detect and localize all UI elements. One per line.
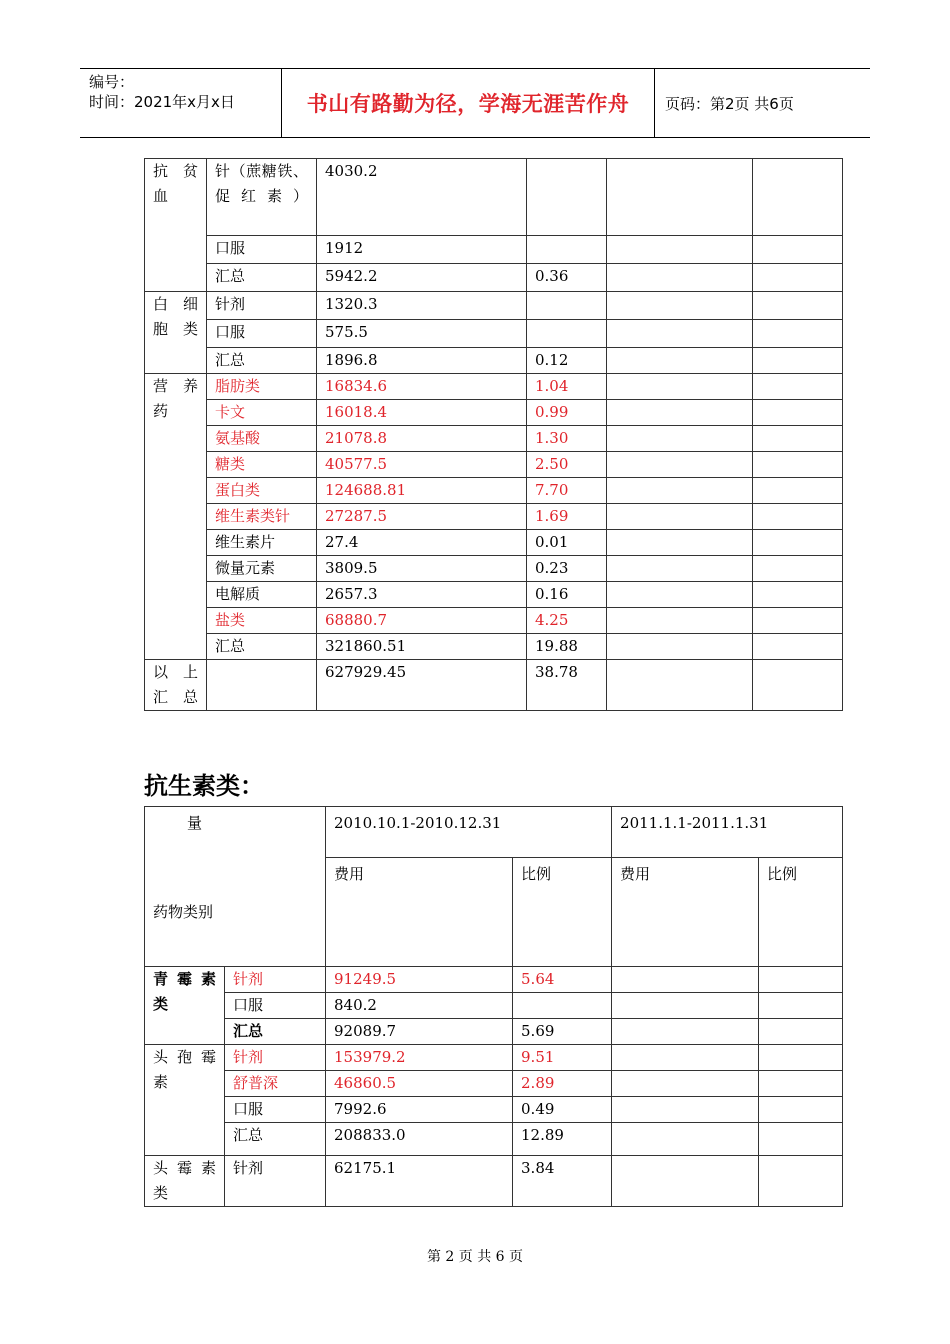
table-row <box>145 1123 843 1156</box>
ratio-cell: 5.69 <box>513 1019 612 1045</box>
cost-cell: 1320.3 <box>317 292 527 320</box>
cost-cell: 153979.2 <box>326 1045 513 1071</box>
empty-cell <box>753 236 843 264</box>
empty-cell <box>753 159 843 236</box>
table-row <box>145 292 843 320</box>
empty-cell <box>607 582 753 608</box>
ratio-cell: 0.01 <box>527 530 607 556</box>
subcategory-cell: 糖类 <box>207 452 317 478</box>
table-row <box>145 478 843 504</box>
header-number: 编号： <box>89 73 135 91</box>
empty-cell <box>753 452 843 478</box>
total-row <box>145 660 843 711</box>
section-title: 抗生素类： <box>144 772 264 800</box>
empty-cell <box>759 993 843 1019</box>
empty-cell <box>607 530 753 556</box>
table-row <box>145 504 843 530</box>
ratio-cell: 7.70 <box>527 478 607 504</box>
empty-cell <box>607 320 753 348</box>
group-name-cell: 营 养 药 <box>145 374 207 660</box>
cost-cell: 91249.5 <box>326 967 513 993</box>
table-row <box>145 452 843 478</box>
table-row <box>145 530 843 556</box>
cost-cell: 321860.51 <box>317 634 527 660</box>
cost-cell: 124688.81 <box>317 478 527 504</box>
cost-cell: 62175.1 <box>326 1156 513 1207</box>
cost-cell: 208833.0 <box>326 1123 513 1156</box>
empty-cell <box>612 1019 759 1045</box>
ratio-cell <box>527 159 607 236</box>
empty-cell <box>607 452 753 478</box>
subcategory-cell: 针剂 <box>225 1045 326 1071</box>
period2-header: 2011.1.1-2011.1.31 <box>612 807 843 858</box>
empty-cell <box>759 967 843 993</box>
empty-cell <box>753 348 843 374</box>
empty-cell <box>612 1045 759 1071</box>
empty-cell <box>753 478 843 504</box>
ratio-cell: 2.89 <box>513 1071 612 1097</box>
table-row <box>145 1071 843 1097</box>
empty-cell <box>753 292 843 320</box>
ratio-cell: 0.99 <box>527 400 607 426</box>
cost-cell: 46860.5 <box>326 1071 513 1097</box>
table-row <box>145 1156 843 1207</box>
ratio-cell: 0.36 <box>527 264 607 292</box>
header-time: 时间：2021年x月x日 <box>89 93 235 111</box>
table-row <box>145 582 843 608</box>
subcategory-cell: 汇总 <box>225 1019 326 1045</box>
table-row <box>145 608 843 634</box>
cost-cell: 2657.3 <box>317 582 527 608</box>
subcategory-cell: 汇总 <box>225 1123 326 1156</box>
empty-cell <box>607 236 753 264</box>
table-row <box>145 556 843 582</box>
empty-cell <box>753 320 843 348</box>
group-name-cell: 白 细 胞类 <box>145 292 207 374</box>
table-row <box>145 967 843 993</box>
ratio-cell <box>527 320 607 348</box>
subcategory-cell: 维生素片 <box>207 530 317 556</box>
subcategory-cell: 针剂 <box>225 967 326 993</box>
table-row <box>145 348 843 374</box>
ratio-cell: 4.25 <box>527 608 607 634</box>
subcategory-cell: 汇总 <box>207 264 317 292</box>
ratio-cell: 0.12 <box>527 348 607 374</box>
cost-cell: 16834.6 <box>317 374 527 400</box>
table-row <box>145 634 843 660</box>
cost-cell: 4030.2 <box>317 159 527 236</box>
subcategory-cell: 口服 <box>225 1097 326 1123</box>
corner-top-label: 量 <box>187 814 203 832</box>
table-row <box>145 400 843 426</box>
subcategory-cell: 口服 <box>207 236 317 264</box>
cost-cell: 1896.8 <box>317 348 527 374</box>
empty-cell <box>607 634 753 660</box>
cost-cell: 575.5 <box>317 320 527 348</box>
corner-bottom-label: 药物类别 <box>153 903 214 921</box>
subcategory-cell: 口服 <box>225 993 326 1019</box>
cost-cell: 27.4 <box>317 530 527 556</box>
table-row <box>145 1019 843 1045</box>
empty-cell <box>207 660 317 711</box>
subcategory-cell: 汇总 <box>207 634 317 660</box>
empty-cell <box>612 993 759 1019</box>
ratio-cell: 0.16 <box>527 582 607 608</box>
ratio-cell: 9.51 <box>513 1045 612 1071</box>
empty-cell <box>607 159 753 236</box>
empty-cell <box>753 374 843 400</box>
cost-cell: 68880.7 <box>317 608 527 634</box>
header-meta <box>80 69 282 137</box>
empty-cell <box>607 264 753 292</box>
corner-cell <box>145 807 326 967</box>
empty-cell <box>607 374 753 400</box>
group-name-cell: 头 霉 素类 <box>145 1156 225 1207</box>
cost-cell: 40577.5 <box>317 452 527 478</box>
fee-header: 费用 <box>612 858 759 967</box>
empty-cell <box>753 660 843 711</box>
subcategory-cell: 微量元素 <box>207 556 317 582</box>
table-row <box>145 320 843 348</box>
cost-cell: 21078.8 <box>317 426 527 452</box>
empty-cell <box>753 504 843 530</box>
empty-cell <box>759 1097 843 1123</box>
subcategory-cell: 氨基酸 <box>207 426 317 452</box>
total-ratio-cell: 38.78 <box>527 660 607 711</box>
cost-cell: 5942.2 <box>317 264 527 292</box>
empty-cell <box>607 348 753 374</box>
table-row <box>145 236 843 264</box>
empty-cell <box>607 400 753 426</box>
empty-cell <box>753 264 843 292</box>
empty-cell <box>612 1156 759 1207</box>
subcategory-cell: 电解质 <box>207 582 317 608</box>
subcategory-cell: 脂肪类 <box>207 374 317 400</box>
group-name-cell: 抗 贫 血 <box>145 159 207 292</box>
ratio-cell: 1.04 <box>527 374 607 400</box>
ratio-cell: 2.50 <box>527 452 607 478</box>
empty-cell <box>759 1071 843 1097</box>
table-row <box>145 374 843 400</box>
table-row <box>145 264 843 292</box>
empty-cell <box>753 530 843 556</box>
empty-cell <box>612 967 759 993</box>
subcategory-cell: 舒普深 <box>225 1071 326 1097</box>
subcategory-cell: 盐类 <box>207 608 317 634</box>
empty-cell <box>607 426 753 452</box>
ratio-cell: 5.64 <box>513 967 612 993</box>
subcategory-cell: 维生素类针 <box>207 504 317 530</box>
ratio-cell <box>527 236 607 264</box>
empty-cell <box>753 582 843 608</box>
ratio-cell: 12.89 <box>513 1123 612 1156</box>
ratio-cell: 0.23 <box>527 556 607 582</box>
cost-cell: 3809.5 <box>317 556 527 582</box>
subcategory-cell: 针剂 <box>225 1156 326 1207</box>
empty-cell <box>612 1097 759 1123</box>
empty-cell <box>759 1123 843 1156</box>
header-motto: 书山有路勤为径，学海无涯苦作舟 <box>282 69 655 137</box>
subcategory-cell: 蛋白类 <box>207 478 317 504</box>
ratio-cell: 3.84 <box>513 1156 612 1207</box>
empty-cell <box>753 400 843 426</box>
period1-header: 2010.10.1-2010.12.31 <box>326 807 612 858</box>
empty-cell <box>612 1123 759 1156</box>
ratio-cell <box>513 993 612 1019</box>
total-cost-cell: 627929.45 <box>317 660 527 711</box>
empty-cell <box>607 660 753 711</box>
empty-cell <box>753 634 843 660</box>
ratio-cell: 0.49 <box>513 1097 612 1123</box>
subcategory-cell: 口服 <box>207 320 317 348</box>
page-header <box>80 68 870 138</box>
empty-cell <box>759 1156 843 1207</box>
table-row <box>145 426 843 452</box>
cost-cell: 92089.7 <box>326 1019 513 1045</box>
group-name-cell: 青 霉 素类 <box>145 967 225 1045</box>
nutrition-drug-table <box>144 158 843 711</box>
table-row <box>145 993 843 1019</box>
antibiotic-table <box>144 806 843 1207</box>
subcategory-cell: 汇总 <box>207 348 317 374</box>
ratio-cell <box>527 292 607 320</box>
subcategory-cell: 卡文 <box>207 400 317 426</box>
empty-cell <box>759 1019 843 1045</box>
subcategory-cell: 针（蔗糖铁、促红素） <box>207 159 317 236</box>
empty-cell <box>607 504 753 530</box>
empty-cell <box>607 292 753 320</box>
empty-cell <box>753 608 843 634</box>
ratio-cell: 1.69 <box>527 504 607 530</box>
table-row <box>145 159 843 236</box>
empty-cell <box>612 1071 759 1097</box>
subcategory-cell: 针剂 <box>207 292 317 320</box>
cost-cell: 16018.4 <box>317 400 527 426</box>
empty-cell <box>759 1045 843 1071</box>
ratio-cell: 1.30 <box>527 426 607 452</box>
cost-cell: 1912 <box>317 236 527 264</box>
ratio-cell: 19.88 <box>527 634 607 660</box>
ratio-header: 比例 <box>513 858 612 967</box>
empty-cell <box>753 556 843 582</box>
cost-cell: 7992.6 <box>326 1097 513 1123</box>
page-footer: 第 2 页 共 6 页 <box>426 1249 524 1265</box>
empty-cell <box>607 478 753 504</box>
cost-cell: 840.2 <box>326 993 513 1019</box>
empty-cell <box>607 608 753 634</box>
empty-cell <box>607 556 753 582</box>
fee-header: 费用 <box>326 858 513 967</box>
empty-cell <box>753 426 843 452</box>
header-page-number: 页码：第2页 共6页 <box>665 94 794 113</box>
total-name-cell: 以 上 汇总 <box>145 660 207 711</box>
ratio-header: 比例 <box>759 858 843 967</box>
table-row <box>145 1045 843 1071</box>
cost-cell: 27287.5 <box>317 504 527 530</box>
group-name-cell: 头 孢 霉素 <box>145 1045 225 1156</box>
table-row <box>145 1097 843 1123</box>
table-header-row <box>145 807 843 858</box>
